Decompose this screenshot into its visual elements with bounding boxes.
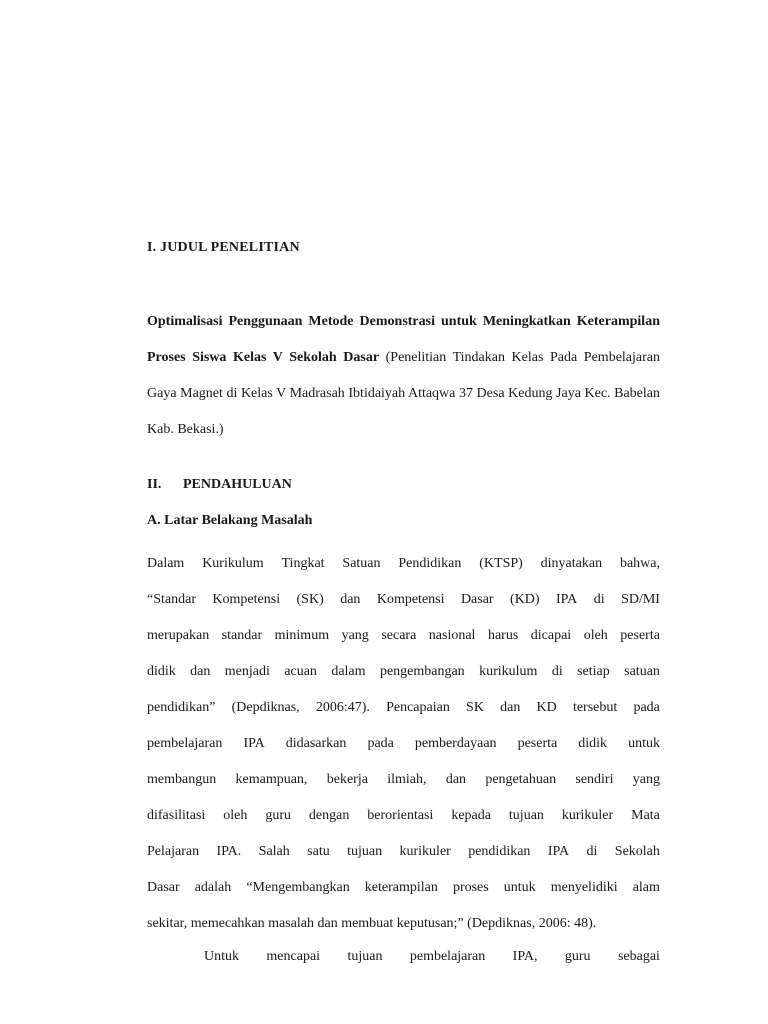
word: harus — [487, 628, 519, 643]
word: keterampilan — [364, 880, 438, 895]
word: IPA. — [216, 844, 242, 859]
word: di — [586, 844, 598, 859]
word: (KTSP) — [479, 556, 523, 571]
paragraph-line: sekitar, memecahkan masalah dan membuat keputusan;” (Depdiknas, 2006: 48). — [147, 916, 597, 931]
word: proses — [452, 880, 489, 895]
word: (SK) — [296, 592, 324, 607]
research-title-bold: Optimalisasi Penggunaan Metode Demonstrasi untuk Meningkatkan Keterampilan Proses Siswa Kelas V Sekolah Dasar — [147, 314, 660, 365]
word: IPA, — [512, 949, 538, 964]
paragraph-line-words — [147, 798, 660, 834]
word: Dalam — [147, 556, 185, 571]
word: SK — [466, 700, 484, 715]
word: pendidikan” — [147, 700, 216, 715]
word: adalah — [194, 880, 232, 895]
word: Salah — [258, 844, 290, 859]
word: Dasar — [460, 592, 494, 607]
word: kepada — [451, 808, 491, 823]
word: yang — [632, 772, 660, 787]
word: satu — [307, 844, 330, 859]
section-heading-judul: I. JUDUL PENELITIAN — [147, 240, 300, 255]
word: oleh — [583, 628, 608, 643]
word: kurikulum — [479, 664, 538, 679]
word: membangun — [147, 772, 217, 787]
word: dengan — [308, 808, 350, 823]
word: bekerja — [326, 772, 368, 787]
word: yang — [341, 628, 369, 643]
section-heading-pendahuluan — [147, 477, 292, 493]
word: difasilitasi — [147, 808, 206, 823]
word: alam — [632, 880, 660, 895]
paragraph-line-words — [147, 762, 660, 798]
section-heading-text: PENDAHULUAN — [183, 477, 292, 492]
word: sebagai — [617, 949, 660, 964]
word: (Depdiknas, — [231, 700, 300, 715]
paragraph-line-words — [147, 546, 660, 582]
paragraph-line-words — [147, 582, 660, 618]
word: secara — [381, 628, 417, 643]
word: oleh — [223, 808, 248, 823]
word: pemberdayaan — [414, 736, 497, 751]
paragraph-line — [147, 726, 660, 762]
paragraph-line — [147, 654, 660, 690]
word: dan — [190, 664, 211, 679]
next-paragraph-line — [147, 939, 660, 975]
word: didasarkan — [285, 736, 347, 751]
paragraph-line — [147, 618, 660, 654]
word: peserta — [517, 736, 558, 751]
paragraph-line — [147, 690, 660, 726]
word: Untuk — [204, 949, 239, 964]
word: kemampuan, — [235, 772, 308, 787]
word: standar — [221, 628, 263, 643]
word: ilmiah, — [387, 772, 427, 787]
paragraph-line-words — [147, 618, 660, 654]
word: menjadi — [224, 664, 270, 679]
section-number: II. — [147, 477, 162, 492]
word: pada — [633, 700, 660, 715]
paragraph-line-words — [147, 726, 660, 762]
word: Tingkat — [281, 556, 325, 571]
word: tersebut — [572, 700, 618, 715]
next-paragraph — [147, 939, 660, 975]
word: dan — [340, 592, 361, 607]
subsection-heading-latar-belakang: A. Latar Belakang Masalah — [147, 513, 313, 528]
word: pada — [367, 736, 394, 751]
word: minimum — [274, 628, 330, 643]
word: (KD) — [510, 592, 540, 607]
word: pengembangan — [379, 664, 465, 679]
word: Satuan — [342, 556, 381, 571]
word: tujuan — [347, 844, 383, 859]
word: dinyatakan — [540, 556, 603, 571]
word: pembelajaran — [147, 736, 223, 751]
research-title-description: (Penelitian Tindakan Kelas Pada Pembelajaran Gaya Magnet di Kelas V Madrasah Ibtidaiyah Attaqwa 37 Desa Kedung Jaya Kec. Babelan Kab. Bekasi.) — [147, 350, 660, 437]
word: Pelajaran — [147, 844, 200, 859]
word: di — [551, 664, 563, 679]
word: tujuan — [508, 808, 544, 823]
word: “Standar — [147, 592, 196, 607]
word: sendiri — [575, 772, 614, 787]
paragraph-line-words — [147, 870, 660, 906]
word: pembelajaran — [409, 949, 486, 964]
word: SD/MI — [621, 592, 660, 607]
paragraph-line — [147, 834, 660, 870]
word: satuan — [624, 664, 660, 679]
word: dan — [500, 700, 521, 715]
word: menyelidiki — [550, 880, 618, 895]
word: 2006:47). — [315, 700, 370, 715]
paragraph-line — [147, 870, 660, 906]
word: dalam — [331, 664, 366, 679]
research-title — [147, 304, 660, 448]
paragraph-line-words — [147, 690, 660, 726]
word: untuk — [503, 880, 536, 895]
word: Kompetensi — [376, 592, 445, 607]
word: Dasar — [147, 880, 180, 895]
word: Kurikulum — [202, 556, 264, 571]
word: IPA — [547, 844, 570, 859]
paragraph-line — [147, 762, 660, 798]
word: Pencapaian — [386, 700, 450, 715]
word: Sekolah — [614, 844, 660, 859]
word: “Mengembangkan — [246, 880, 350, 895]
word: dan — [445, 772, 467, 787]
word: guru — [564, 949, 591, 964]
word: peserta — [620, 628, 660, 643]
word: didik — [578, 736, 608, 751]
word: setiap — [577, 664, 610, 679]
word: mencapai — [266, 949, 321, 964]
word: merupakan — [147, 628, 210, 643]
word: IPA — [243, 736, 265, 751]
word: didik — [147, 664, 176, 679]
word: dicapai — [530, 628, 572, 643]
word: untuk — [628, 736, 660, 751]
word: Kompetensi — [212, 592, 281, 607]
paragraph-line-words — [147, 834, 660, 870]
word: kurikuler — [561, 808, 614, 823]
word: di — [593, 592, 605, 607]
word: kurikuler — [399, 844, 451, 859]
word: nasional — [428, 628, 476, 643]
paragraph-line — [147, 798, 660, 834]
word: IPA — [556, 592, 578, 607]
word: Pendidikan — [398, 556, 462, 571]
word: berorientasi — [367, 808, 434, 823]
word: Mata — [631, 808, 660, 823]
word: bahwa, — [619, 556, 660, 571]
word: pendidikan — [468, 844, 531, 859]
word: pengetahuan — [485, 772, 557, 787]
paragraph-line — [147, 582, 660, 618]
word: guru — [265, 808, 291, 823]
word: tujuan — [347, 949, 383, 964]
paragraph-line — [147, 546, 660, 582]
paragraph-line-words — [147, 654, 660, 690]
word: acuan — [284, 664, 317, 679]
body-paragraph — [147, 546, 660, 942]
word: KD — [536, 700, 557, 715]
